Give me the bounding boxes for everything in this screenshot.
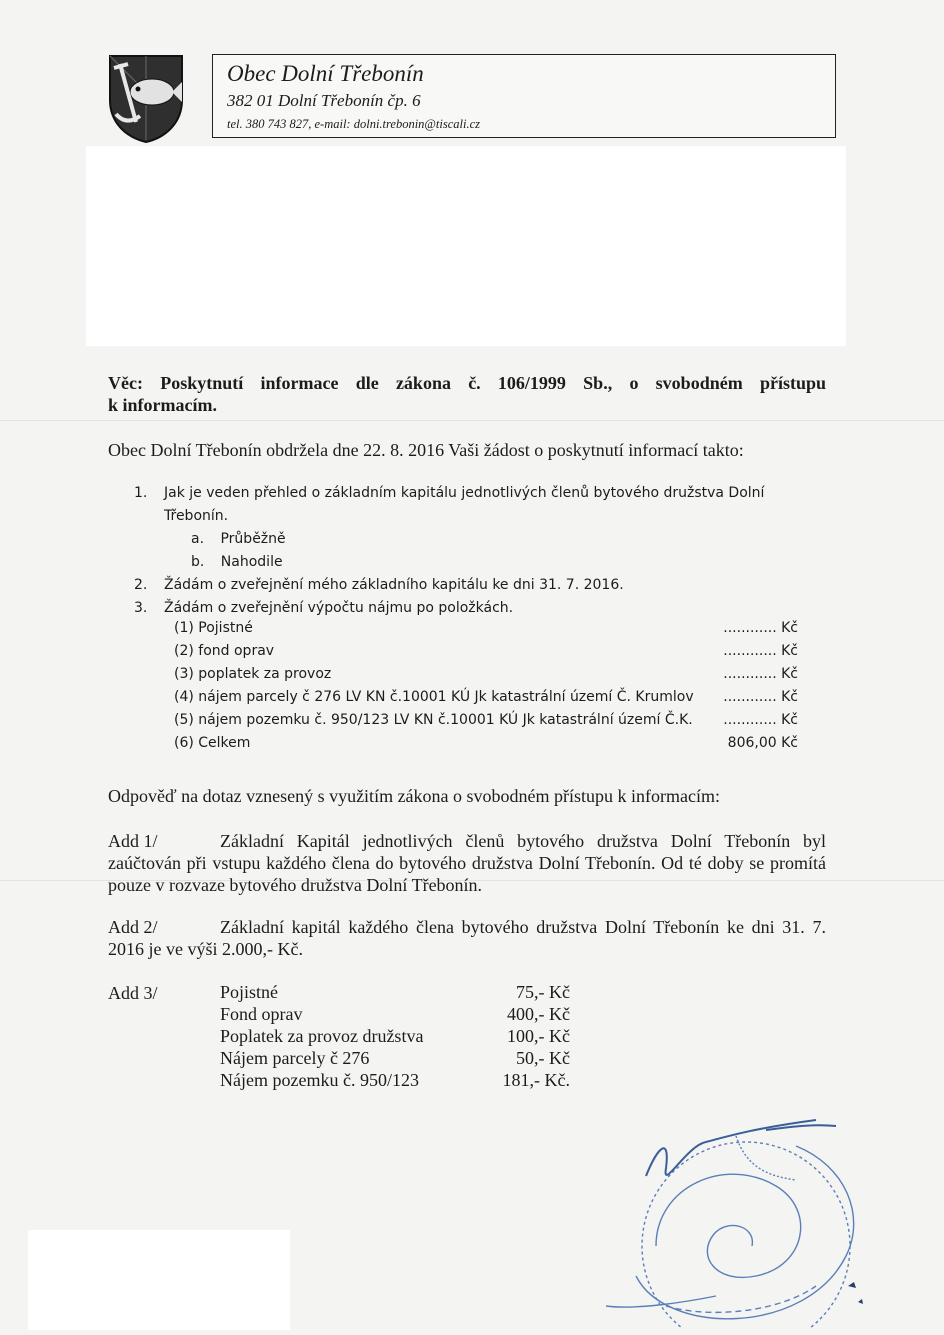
list-text: Žádám o zveřejnění mého základního kapitálu ke dni 31. 7. 2016. [164, 577, 624, 593]
answer-add1 [108, 830, 826, 896]
list-text: Jak je veden přehled o základním kapitálu jednotlivých členů bytového družstva Dolní [164, 485, 765, 501]
fee-row [174, 643, 798, 666]
fee-value: ............ Kč [723, 643, 798, 659]
fee-value: ............ Kč [723, 689, 798, 705]
subject-word: 106/1999 [497, 373, 566, 393]
cost-row [220, 1004, 570, 1026]
fee-value: ............ Kč [723, 666, 798, 682]
fee-label: (6) Celkem [174, 735, 251, 751]
sub-option-letter: a. [191, 531, 205, 547]
cost-row [220, 1026, 570, 1048]
round-stamp-icon [596, 1106, 880, 1328]
subject-line-2: k informacím. [108, 395, 217, 415]
sub-option-text: Nahodile [220, 554, 283, 570]
list-text: Žádám o zveřejnění výpočtu nájmu po položkách. [164, 600, 514, 616]
subject-line-1 [108, 372, 826, 394]
sub-option-letter: b. [191, 554, 205, 570]
answer-label: Add 3/ [108, 983, 158, 1003]
subject-word: svobodném [655, 373, 743, 393]
subject-word: informace [260, 373, 339, 393]
cost-amount: 100,- Kč [507, 1026, 570, 1046]
answer-label: Add 1/ [108, 831, 158, 851]
cost-row [220, 982, 570, 1004]
sub-option [191, 528, 286, 551]
municipality-name: Obec Dolní Třebonín [227, 61, 424, 86]
cost-amount: 50,- Kč [516, 1048, 570, 1068]
cost-amount: 75,- Kč [516, 982, 570, 1002]
fee-label: (2) fond oprav [174, 643, 275, 659]
subject-word: dle [355, 373, 379, 393]
cost-item: Poplatek za provoz družstva [220, 1026, 424, 1046]
subject-word: zákona [395, 373, 451, 393]
cost-item: Fond oprav [220, 1004, 303, 1024]
list-number: 2. [134, 577, 148, 593]
cost-amount: 400,- Kč [507, 1004, 570, 1024]
redacted-signature-block [28, 1230, 290, 1330]
fee-label: (5) nájem pozemku č. 950/123 LV KN č.10001 KÚ Jk katastrální území Č.K. [174, 712, 693, 728]
municipality-contact: tel. 380 743 827, e-mail: dolni.trebonin@tiscali.cz [227, 117, 481, 131]
fee-value: ............ Kč [723, 712, 798, 728]
list-number: 3. [134, 600, 148, 616]
fee-value: ............ Kč [723, 620, 798, 636]
fee-row [174, 620, 798, 643]
subject-word: přístupu [759, 373, 826, 393]
cost-amount: 181,- Kč. [502, 1070, 570, 1090]
list-text: Třebonín. [164, 508, 229, 524]
subject-word: Sb., [583, 373, 613, 393]
cost-item: Nájem pozemku č. 950/123 [220, 1070, 419, 1090]
letterhead-box [212, 54, 836, 138]
cost-row [220, 1070, 570, 1092]
cost-item: Pojistné [220, 982, 279, 1002]
fee-row [174, 712, 798, 735]
answer-text: Základní kapitál každého člena bytového družstva Dolní Třebonín ke dni 31. 7. 2016 je ve výši 2.000,- Kč. [108, 917, 826, 959]
list-item-continuation [164, 505, 228, 528]
sub-option-text: Průběžně [220, 531, 286, 547]
fee-row [174, 666, 798, 689]
answer-intro: Odpověď na dotaz vznesený s využitím zákona o svobodném přístupu k informacím: [108, 786, 720, 806]
subject-line [108, 372, 826, 416]
subject-word: Poskytnutí [160, 373, 244, 393]
municipality-address: 382 01 Dolní Třebonín čp. 6 [227, 91, 421, 110]
paper-fold-line [0, 420, 944, 421]
cost-item: Nájem parcely č 276 [220, 1048, 370, 1068]
sub-option [191, 551, 283, 574]
fee-total: 806,00 Kč [727, 735, 798, 751]
list-number: 1. [134, 485, 148, 501]
cost-row [220, 1048, 570, 1070]
municipal-crest-icon [106, 52, 186, 144]
answer-add2 [108, 916, 826, 960]
fee-label: (3) poplatek za provoz [174, 666, 332, 682]
fee-label: (1) Pojistné [174, 620, 253, 636]
fee-label: (4) nájem parcely č 276 LV KN č.10001 KÚ Jk katastrální území Č. Krumlov [174, 689, 694, 705]
intro-paragraph: Obec Dolní Třebonín obdržela dne 22. 8. 2016 Vaši žádost o poskytnutí informací takto: [108, 440, 744, 460]
fee-row [174, 689, 798, 712]
answer-text: Základní Kapitál jednotlivých členů bytového družstva Dolní Třebonín byl zaúčtován při vstupu každého člena do bytového družstva Dolní Třebonín. Od té doby se promítá pouze v rozvaze bytového družstva Dolní Třebonín. [108, 831, 826, 895]
answer-label: Add 2/ [108, 917, 158, 937]
subject-word: č. [468, 373, 481, 393]
subject-word: o [629, 373, 639, 393]
fee-row [174, 735, 798, 758]
subject-word: Věc: [108, 373, 143, 393]
redacted-recipient-block [86, 146, 846, 346]
